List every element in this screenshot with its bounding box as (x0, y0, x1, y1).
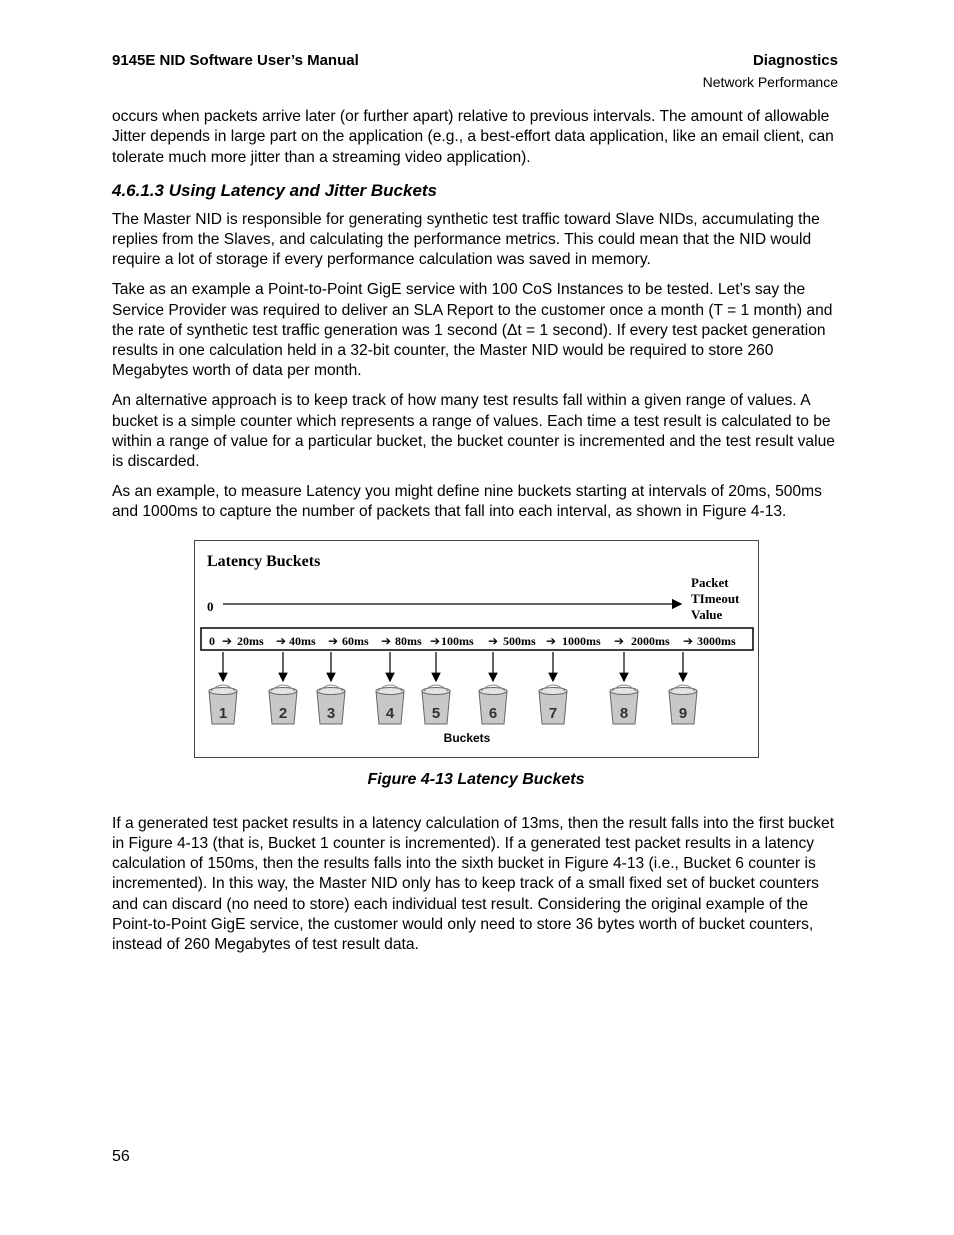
interval-arrow-icon: ➔ (381, 633, 392, 648)
bucket-number: 6 (488, 704, 498, 722)
bucket-number: 2 (278, 704, 288, 722)
interval-arrow-icon: ➔ (328, 633, 339, 648)
interval-label: 500ms (503, 633, 536, 648)
axis-end-label-2: TImeout (691, 590, 740, 606)
latency-buckets-diagram (195, 541, 758, 757)
interval-label: 80ms (395, 633, 422, 648)
manual-title: 9145E NID Software User’s Manual (112, 52, 359, 69)
interval-arrow-icon: ➔ (614, 633, 625, 648)
paragraph-3: An alternative approach is to keep track of how many test results fall within a given range of values. A bucket is a simple counter which represents a range of values. Each time a test result is calculated to be within a range of value for a particular bucket, the bucket counter is incremented and the test result value is discarded. (112, 392, 835, 471)
axis-end-label-1: Packet (691, 574, 729, 590)
figure-title: Latency Buckets (207, 552, 321, 570)
paragraph-5: If a generated test packet results in a latency calculation of 13ms, then the result falls into the first bucket in Figure 4-13 (that is, Bucket 1 counter is incremented). If a generated test packet results in a latency calculation of 150ms, then the results falls into the sixth bucket in Figure 4-13 (i.e., Bucket 6 counter is incremented). In this way, the Master NID only has to keep track of a small fixed set of bucket counters and can discard (no need to store) each individual test result. Considering the original example of the Point-to-Point GigE service, the customer would only need to store 36 bytes worth of bucket counters, instead of 260 Megabytes of test result data. (112, 814, 835, 954)
interval-label: 20ms (237, 633, 264, 648)
interval-arrow-icon: ➔ (546, 633, 557, 648)
section-heading: 4.6.1.3 Using Latency and Jitter Buckets (112, 180, 438, 200)
interval-labels (209, 634, 736, 648)
paragraph-intro: occurs when packets arrive later (or further apart) relative to previous intervals. The amount of allowable Jitter depends in large part on the application (e.g., a best-effort data application, like an email client, can tolerate much more jitter than a streaming video application). (112, 108, 834, 166)
axis-end-label-3: Value (691, 606, 723, 622)
paragraph-2: Take as an example a Point-to-Point GigE service with 100 CoS Instances to be tested. Let’s say the Service Provider was required to deliver an SLA Report to the customer once a month (T = 1 month) and the rate of synthetic test traffic generation was 1 second (Δt = 1 second). If every test packet generation results in one calculation held in a 32-bit counter, the Master NID would be required to store 260 Megabytes worth of data per month. (112, 281, 833, 380)
interval-arrow-icon: ➔ (488, 633, 499, 648)
interval-arrow-icon: ➔ (276, 633, 287, 648)
paragraph-4: As an example, to measure Latency you might define nine buckets starting at intervals of 20ms, 500ms and 1000ms to capture the number of packets that fall into each interval, as shown in Figure 4-13. (112, 482, 822, 521)
figure-caption: Figure 4-13 Latency Buckets (367, 770, 585, 788)
bucket-group (209, 652, 697, 724)
interval-arrow-icon: ➔ (222, 633, 233, 648)
interval-label: 3000ms (697, 633, 736, 648)
interval-arrow-icon: ➔ (430, 633, 441, 648)
bucket-number: 9 (678, 704, 688, 722)
paragraph-1: The Master NID is responsible for generating synthetic test traffic toward Slave NIDs, accumulating the replies from the Slaves, and calculating the performance metrics. This could mean that the NID would require a lot of storage if every performance calculation was saved in memory. (112, 210, 820, 269)
interval-label: 1000ms (562, 633, 601, 648)
axis-start-label: 0 (207, 598, 214, 614)
section-title: Network Performance (702, 74, 838, 90)
buckets-label: Buckets (443, 730, 491, 745)
bucket-number: 4 (385, 704, 395, 722)
interval-label: 60ms (342, 633, 369, 648)
bucket-number: 3 (326, 704, 336, 722)
page-content (112, 107, 840, 965)
interval-label: 2000ms (631, 633, 670, 648)
interval-arrow-icon: ➔ (683, 633, 694, 648)
interval-label: 0 (209, 633, 215, 648)
bucket-number: 8 (619, 704, 629, 722)
chapter-title: Diagnostics (752, 52, 838, 69)
interval-label: 100ms (441, 633, 474, 648)
bucket-number: 7 (548, 704, 558, 722)
page-number: 56 (112, 1148, 130, 1165)
bucket-number: 5 (431, 704, 441, 722)
interval-label: 40ms (289, 633, 316, 648)
bucket-number: 1 (218, 704, 228, 722)
latency-buckets-figure (194, 540, 759, 758)
